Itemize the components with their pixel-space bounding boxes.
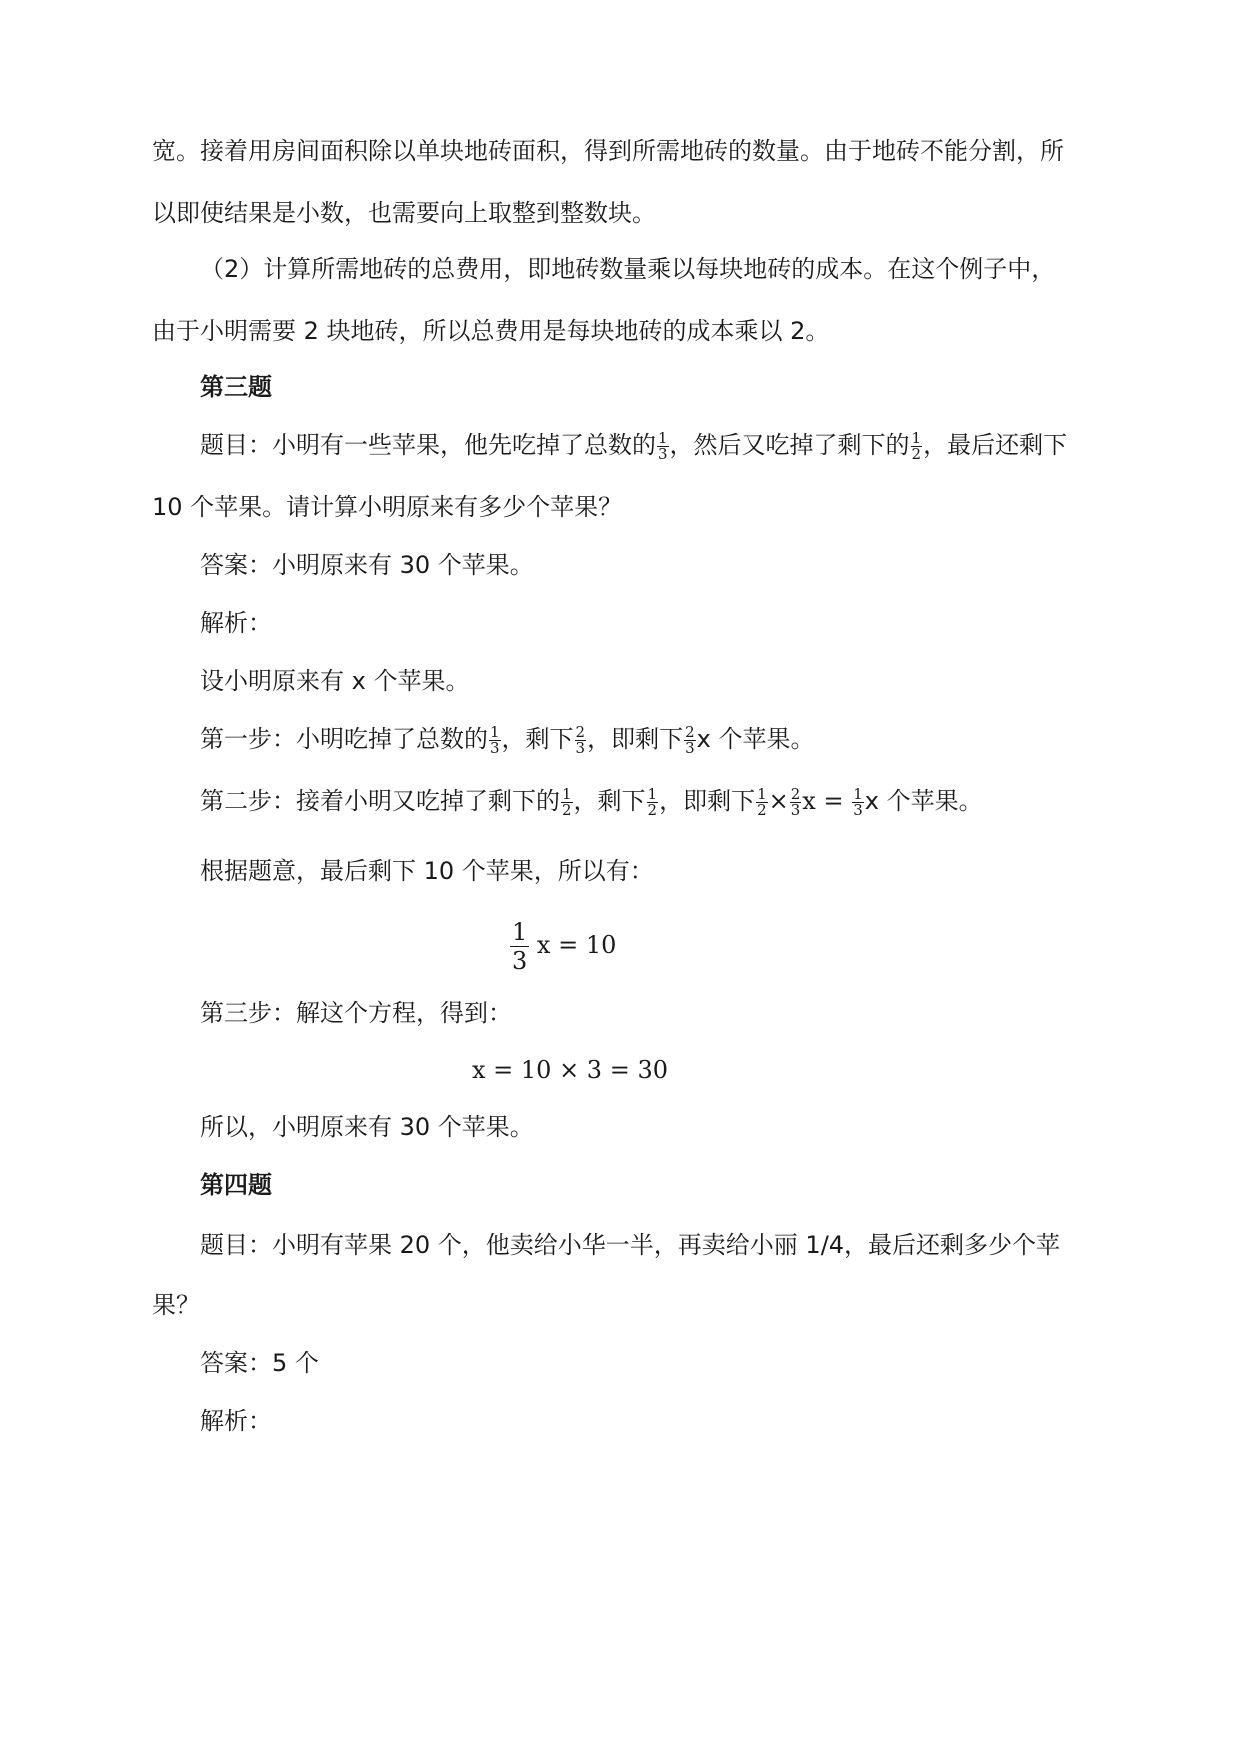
answer-line: 答案：小明原来有 30 个苹果。 <box>200 551 534 579</box>
question-text: 题目：小明有一些苹果，他先吃掉了总数的 <box>200 431 656 459</box>
fraction-two-thirds: $\frac{2}{3}$ <box>575 722 586 757</box>
conclusion-line: 所以，小明原来有 30 个苹果。 <box>200 1113 534 1141</box>
fraction-one-half: $\frac{1}{2}$ <box>562 784 572 819</box>
fraction-one-half: $\frac{1}{2}$ <box>911 428 922 463</box>
fraction-one-third: $\frac{1}{3}$ <box>512 918 528 975</box>
analysis-label: 解析： <box>200 609 272 637</box>
step-two-line: 第二步：接着小明又吃掉了剩下的 $\frac{1}{2}$ ，剩下 $\frac{1}{2}$ ，即剩下 $\frac{1}{2}$ × $\frac{2}{3}$ x = $\frac{1}{3}$ x 个苹果。 <box>200 784 983 819</box>
fraction-one-third: $\frac{1}{3}$ <box>658 428 668 463</box>
question-text: ，然后又吃掉了剩下的 <box>669 431 910 459</box>
fraction-two-thirds: $\frac{2}{3}$ <box>790 784 801 819</box>
analysis-line: 根据题意，最后剩下 10 个苹果，所以有： <box>200 857 654 885</box>
equation-two: x = 10 × 3 = 30 <box>472 1056 668 1084</box>
answer-line: 答案：5 个 <box>200 1349 319 1377</box>
fraction-one-half: $\frac{1}{2}$ <box>757 784 767 819</box>
paragraph-line: 以即使结果是小数，也需要向上取整到整数块。 <box>152 199 656 227</box>
analysis-label: 解析： <box>200 1407 272 1435</box>
fraction-two-thirds: $\frac{2}{3}$ <box>685 722 695 757</box>
fraction-one-half: $\frac{1}{2}$ <box>647 784 658 819</box>
fraction-one-third: $\frac{1}{3}$ <box>853 784 863 819</box>
equation-one: $\frac{1}{3}$ x = 10 <box>512 918 617 975</box>
paragraph-line: 由于小明需要 2 块地砖，所以总费用是每块地砖的成本乘以 2。 <box>152 317 830 345</box>
step-three-line: 第三步：解这个方程，得到： <box>200 999 512 1027</box>
fraction-one-third: $\frac{1}{3}$ <box>490 722 500 757</box>
step-one-line: 第一步：小明吃掉了总数的 $\frac{1}{3}$ ，剩下 $\frac{2}{3}$ ，即剩下 $\frac{2}{3}$ x 个苹果。 <box>200 722 815 757</box>
question-line: 题目：小明有苹果 20 个，他卖给小华一半，再卖给小丽 1/4，最后还剩多少个苹 <box>200 1231 1061 1259</box>
question-line: 果？ <box>152 1291 200 1319</box>
question-text: ，最后还剩下 <box>923 431 1068 459</box>
question-line: 10 个苹果。请计算小明原来有多少个苹果？ <box>152 493 623 521</box>
paragraph-line: 宽。接着用房间面积除以单块地砖面积，得到所需地砖的数量。由于地砖不能分割，所 <box>152 137 1064 165</box>
paragraph-line: （2）计算所需地砖的总费用，即地砖数量乘以每块地砖的成本。在这个例子中， <box>200 255 1056 283</box>
section-heading: 第四题 <box>200 1171 272 1199</box>
analysis-line: 设小明原来有 x 个苹果。 <box>200 667 470 695</box>
section-heading: 第三题 <box>200 373 272 401</box>
question-line <box>200 428 1067 462</box>
